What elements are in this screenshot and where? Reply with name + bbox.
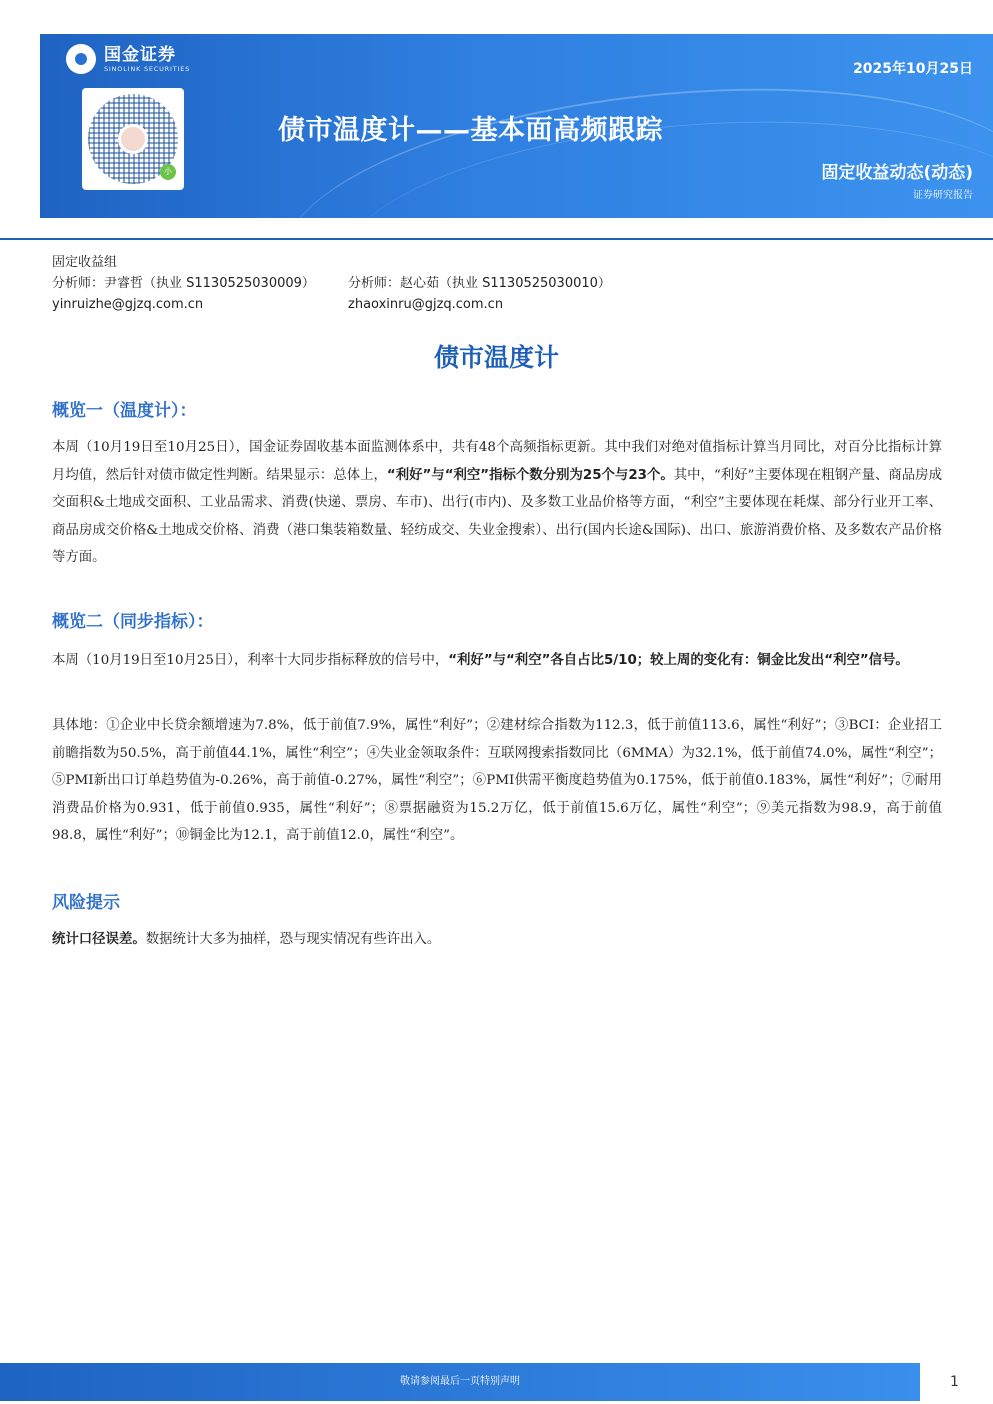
analyst-1: 分析师：尹睿哲（执业 S1130525030009） [52, 276, 315, 291]
report-category: 证券研究报告 [913, 190, 973, 201]
analyst-1-email[interactable]: yinruizhe@gjzq.com.cn [52, 297, 204, 312]
logo-name-en: SINOLINK SECURITIES [104, 64, 191, 73]
overview-2-summary: 本周（10月19日至10月25日），利率十大同步指标释放的信号中，“利好”与“利空”各自占比5/10；较上周的变化有：铜金比发出“利空”信号。 [52, 653, 909, 668]
footer-disclaimer-bar: 敬请参阅最后一页特别声明 [0, 1363, 920, 1401]
report-date: 2025年10月25日 [853, 61, 973, 77]
section-heading-overview-2: 概览二（同步指标）： [52, 612, 214, 632]
analyst-2: 分析师：赵心茹（执业 S1130525030010） [348, 276, 611, 291]
logo-mark-icon [66, 44, 96, 74]
report-type: 固定收益动态(动态) [821, 163, 973, 183]
document-title: 债市温度计 [433, 343, 559, 372]
divider [0, 238, 993, 240]
author-block [52, 252, 611, 315]
company-logo [66, 44, 190, 74]
section-heading-overview-1: 概览一（温度计）： [52, 401, 197, 421]
qr-code-icon [82, 88, 184, 190]
overview-2-details: 具体地：①企业中长贷余额增速为7.8%，低于前值7.9%，属性“利好”；②建材综合指数为112.3，低于前值113.6，属性“利好”；③BCI：企业招工前瞻指数为50.5%，高于前值44.1%，属性“利空”；④失业金领取条件：互联网搜索指数同比（6MMA）为32.1%，低于前值74.0%，属性“利空”；⑤PMI新出口订单趋势值为-0.26%，高于前值-0.27%，属性“利空”；⑥PMI供需平衡度趋势值为0.175%，低于前值0.183%，属性“利好”；⑦耐用消费品价格为0.931，低于前值0.935，属性“利好”；⑧票据融资为15.2万亿，低于前值15.6万亿，属性“利空”；⑨美元指数为98.9，高于前值98.8，属性“利好”；⑩铜金比为12.1，高于前值12.0，属性“利空”。 [52, 718, 942, 843]
section-heading-risk: 风险提示 [52, 893, 120, 913]
mini-program-badge: 小 [160, 164, 176, 180]
overview-1-paragraph: 本周（10月19日至10月25日），国金证券固收基本面监测体系中，共有48个高频指标更新。其中我们对绝对值指标计算当月同比，对百分比指标计算月均值，然后针对债市做定性判断。结果显示：总体上，“利好”与“利空”指标个数分别为25个与23个。其中，“利好”主要体现在粗钢产量、商品房成交面积&土地成交面积、工业品需求、消费(快递、票房、车市)、出行(市内)、及多数工业品价格等方面，“利空”主要体现在耗煤、部分行业开工率、商品房成交价格&土地成交价格、消费（港口集装箱数量、轻纺成交、失业金搜索）、出行(国内长途&国际)、出口、旅游消费价格、及多数农产品价格等方面。 [52, 440, 942, 565]
report-title: 债市温度计——基本面高频跟踪 [278, 115, 663, 146]
team-name: 固定收益组 [52, 255, 118, 270]
logo-name-cn: 国金证券 [104, 44, 176, 65]
risk-paragraph: 统计口径误差。数据统计大多为抽样，恐与现实情况有些许出入。 [52, 932, 441, 947]
qr-center-logo [118, 124, 148, 154]
page-number: 1 [950, 1374, 959, 1390]
analyst-2-email[interactable]: zhaoxinru@gjzq.com.cn [348, 297, 504, 312]
